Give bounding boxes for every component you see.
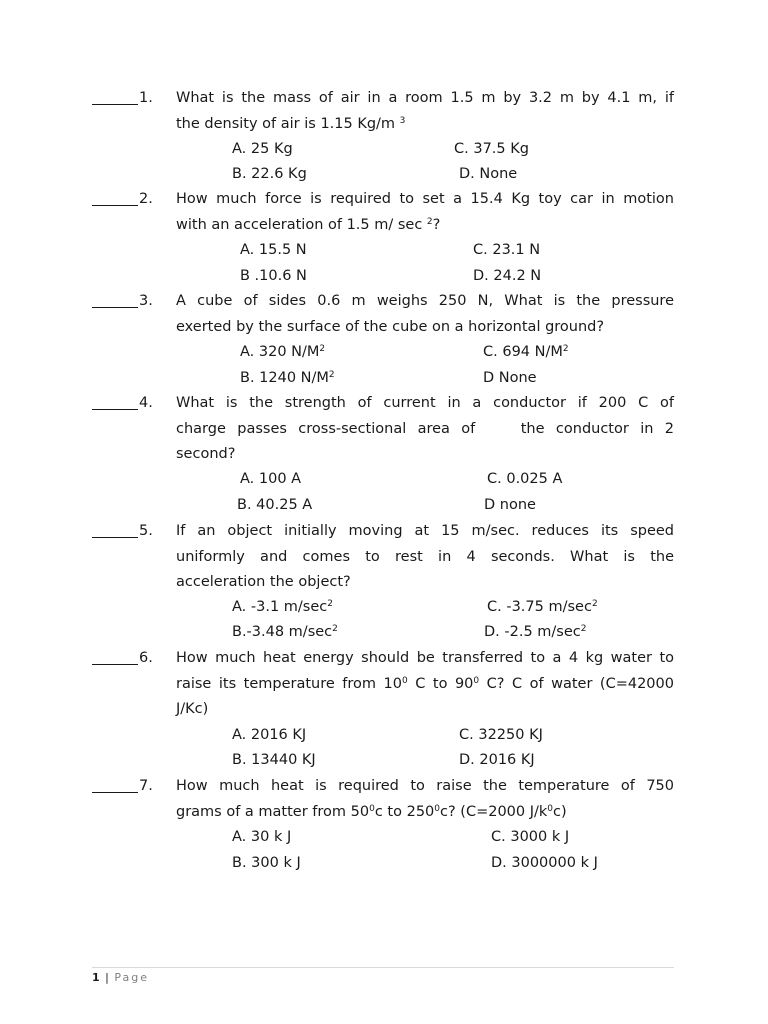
option-d: D none [484,497,536,513]
stem-line: How much force is required to set a 15.4 Kg toy car in motion [176,191,674,207]
option-a: A. 30 k J [232,829,292,845]
option-text: B.-3.48 m/sec [232,624,333,640]
stem-line: uniformly and comes to rest in 4 seconds. What is the [176,548,674,565]
footer-divider [92,967,674,968]
stem-line [176,213,674,239]
superscript: 2 [328,370,335,380]
option-b [240,366,335,392]
option-c [483,340,569,366]
question-number: 7. [139,778,153,794]
option-c: C. 37.5 Kg [454,141,529,157]
stem-line: J/Kc) [176,701,209,718]
superscript: 0 [369,803,375,814]
question-stem [176,86,674,137]
stem-line: acceleration the object? [176,574,351,591]
stem-line: second? [176,446,236,463]
option-b: B. 13440 KJ [232,752,316,768]
question-number: 2. [139,191,153,207]
option-c [487,595,598,621]
question-stem [176,187,674,238]
answer-blank[interactable] [92,289,138,308]
stem-text: c? (C=2000 J/k [440,803,548,820]
stem-line [176,112,674,138]
question-number: 4. [139,395,153,411]
answer-blank[interactable] [92,774,138,793]
answer-blank[interactable] [92,187,138,206]
option-c: C. 23.1 N [473,242,541,258]
stem-line: exerted by the surface of the cube on a horizontal ground? [176,318,605,335]
footer-separator: | [105,971,109,984]
superscript: 2 [426,216,433,227]
option-b: B. 22.6 Kg [232,166,307,182]
question-number: 3. [139,293,153,309]
question-number: 6. [139,650,153,666]
superscript: 2 [319,344,326,354]
answer-blank[interactable] [92,391,138,410]
answer-blank[interactable] [92,519,138,538]
option-d: D. 2016 KJ [459,752,535,768]
stem-text: the density of air is 1.15 Kg/m [176,115,396,132]
stem-text: with an acceleration of 1.5 m/ sec [176,216,423,233]
option-b: B. 300 k J [232,855,301,871]
page-footer [92,970,149,986]
question-stem [176,289,674,340]
option-d: D None [483,370,537,386]
superscript: 0 [473,675,480,686]
option-d [484,620,586,646]
superscript: 2 [562,344,569,354]
question-number: 5. [139,523,153,539]
page-label: Page [114,971,150,984]
question-number: 1. [139,90,153,106]
stem-line: What is the strength of current in a conductor if 200 C of [176,395,674,411]
option-text: C. 694 N/M [483,344,563,360]
superscript: 3 [399,115,406,126]
page-number: 1 [92,971,100,984]
stem-text: raise its temperature from 10 [176,675,402,692]
option-text: A. 320 N/M [240,344,320,360]
option-text: C. -3.75 m/sec [487,599,592,615]
option-a: A. 100 A [240,471,302,487]
option-a [232,595,333,621]
option-text: A. -3.1 m/sec [232,599,328,615]
question-stem [176,391,674,468]
option-a [240,340,325,366]
option-b: B .10.6 N [240,268,307,284]
stem-text: ? [432,216,441,233]
superscript: 0 [547,803,554,814]
question-stem [176,774,674,825]
superscript: 2 [332,624,338,634]
option-b [232,620,338,646]
answer-blank[interactable] [92,86,138,105]
option-b: B. 40.25 A [237,497,313,513]
stem-line: charge passes cross-sectional area of the conductor in 2 [176,420,674,437]
option-a: A. 25 Kg [232,141,293,157]
option-a: A. 15.5 N [240,242,307,258]
option-d: D. 24.2 N [473,268,542,284]
stem-line: A cube of sides 0.6 m weighs 250 N, What is the pressure [176,293,674,309]
stem-line: How much heat is required to raise the temperature of 750 [176,778,674,794]
answer-blank[interactable] [92,646,138,665]
option-a: A. 2016 KJ [232,727,307,743]
stem-line: If an object initially moving at 15 m/sec. reduces its speed [176,523,674,539]
option-c: C. 32250 KJ [459,727,543,743]
option-text: D. -2.5 m/sec [484,624,581,640]
option-c: C. 3000 k J [491,829,570,845]
question-stem [176,646,674,723]
stem-line: What is the mass of air in a room 1.5 m by 3.2 m by 4.1 m, if [176,90,674,106]
stem-text: c to 250 [374,803,435,820]
option-c: C. 0.025 A [487,471,563,487]
option-text: B. 1240 N/M [240,370,329,386]
stem-line [176,672,674,698]
option-d: D. 3000000 k J [491,855,598,871]
option-d: D. None [459,166,518,182]
stem-text: grams of a matter from 50 [176,803,370,820]
question-stem [176,519,674,596]
superscript: 2 [580,624,587,634]
stem-text: C? C of water (C=42000 [479,675,674,692]
stem-line [176,800,674,826]
superscript: 0 [434,803,441,814]
superscript: 0 [402,675,408,686]
superscript: 2 [591,599,598,609]
stem-text: C to 90 [407,675,474,692]
stem-text: c) [553,803,567,820]
stem-line: How much heat energy should be transferred to a 4 kg water to [176,650,674,666]
superscript: 2 [327,599,333,609]
